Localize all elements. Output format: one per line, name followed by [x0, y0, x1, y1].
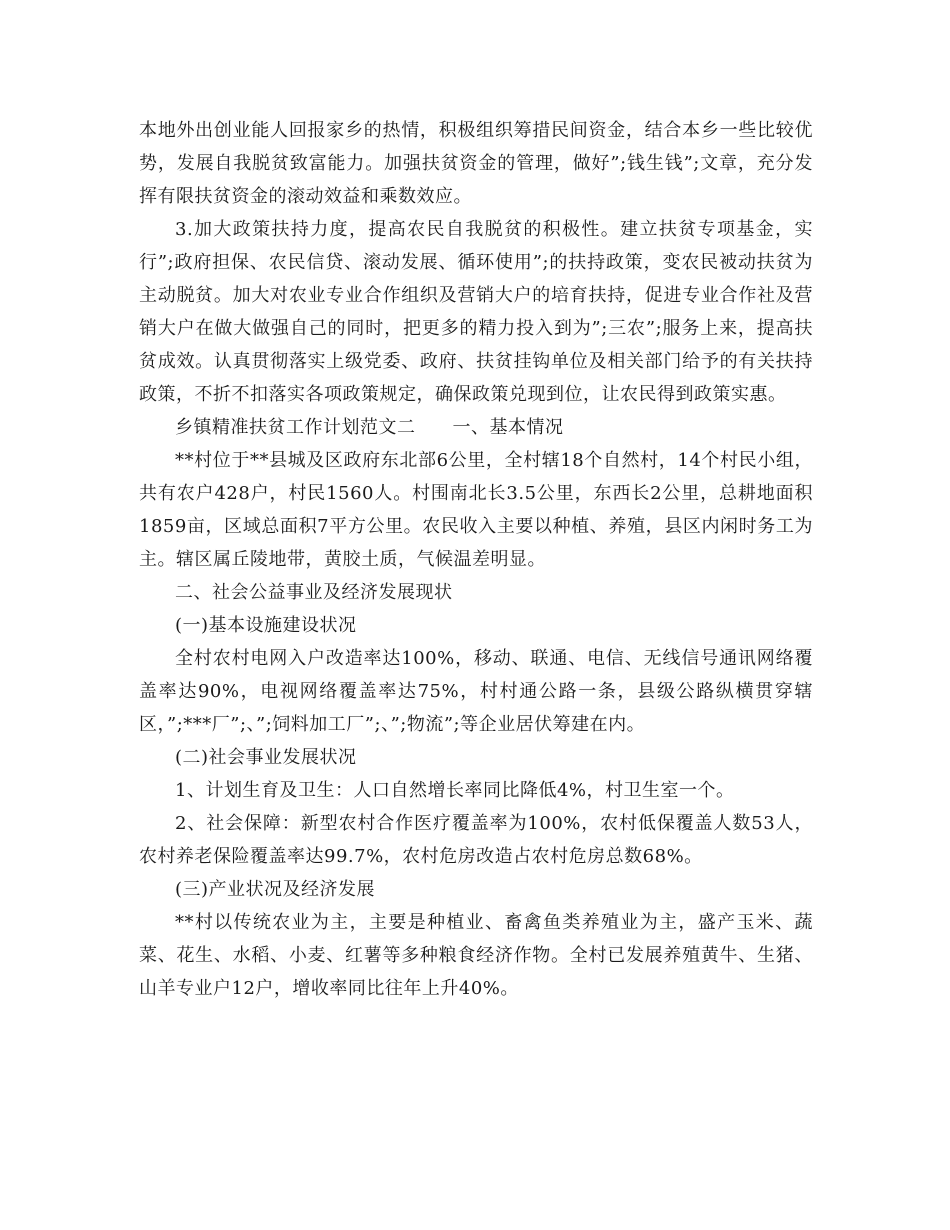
subheading-social-development: (二)社会事业发展状况 — [175, 747, 357, 768]
paragraph-7: **村以传统农业为主，主要是种植业、畜禽鱼类养殖业为主，盛产玉米、蔬菜、花生、水稻、小麦、红薯等多种粮食经济作物。全村已发展养殖黄牛、生猪、山羊专业户12户，增收率同比往年上升40%。 — [139, 912, 813, 999]
paragraph-3: **村位于**县城及区政府东北部6公里，全村辖18个自然村，14个村民小组，共有农户428户，村民1560人。村围南北长3.5公里，东西长2公里，总耕地面积1859亩，区域总面积7平方公里。农民收入主要以种植、养殖，县区内闲时务工为主。辖区属丘陵地带，黄胶土质，气候温差明显。 — [139, 450, 813, 570]
document-body — [139, 114, 813, 1005]
paragraph-4: 全村农村电网入户改造率达100%，移动、联通、电信、无线信号通讯网络覆盖率达90%，电视网络覆盖率达75%，村村通公路一条，县级公路纵横贯穿辖区，”;***厂”;、”;饲料加工厂”;、”;物流”;等企业居伏筹建在内。 — [139, 648, 813, 735]
paragraph-6: 2、社会保障：新型农村合作医疗覆盖率为100%，农村低保覆盖人数53人，农村养老保险覆盖率达99.7%，农村危房改造占农村危房总数68%。 — [139, 813, 813, 867]
paragraph-2: 3.加大政策扶持力度，提高农民自我脱贫的积极性。建立扶贫专项基金，实行”;政府担保、农民信贷、滚动发展、循环使用”;的扶持政策，变农民被动扶贫为主动脱贫。加大对农业专业合作组织及营销大户的培育扶持，促进专业合作社及营销大户在做大做强自己的同时，把更多的精力投入到为”;三农”;服务上来，提高扶贫成效。认真贯彻落实上级党委、政府、扶贫挂钩单位及相关部门给予的有关扶持政策，不折不扣落实各项政策规定，确保政策兑现到位，让农民得到政策实惠。 — [139, 219, 813, 405]
section-heading-basic-info: 乡镇精准扶贫工作计划范文二 一、基本情况 — [175, 417, 564, 438]
paragraph-1: 本地外出创业能人回报家乡的热情，积极组织筹措民间资金，结合本乡一些比较优势，发展自我脱贫致富能力。加强扶贫资金的管理，做好”;钱生钱”;文章，充分发挥有限扶贫资金的滚动效益和乘数效应。 — [139, 120, 813, 207]
subheading-infrastructure: (一)基本设施建设状况 — [175, 615, 357, 636]
paragraph-5: 1、计划生育及卫生：人口自然增长率同比降低4%，村卫生室一个。 — [175, 780, 735, 801]
section-heading-public-welfare: 二、社会公益事业及经济发展现状 — [175, 582, 453, 603]
subheading-industry: (三)产业状况及经济发展 — [175, 879, 376, 900]
